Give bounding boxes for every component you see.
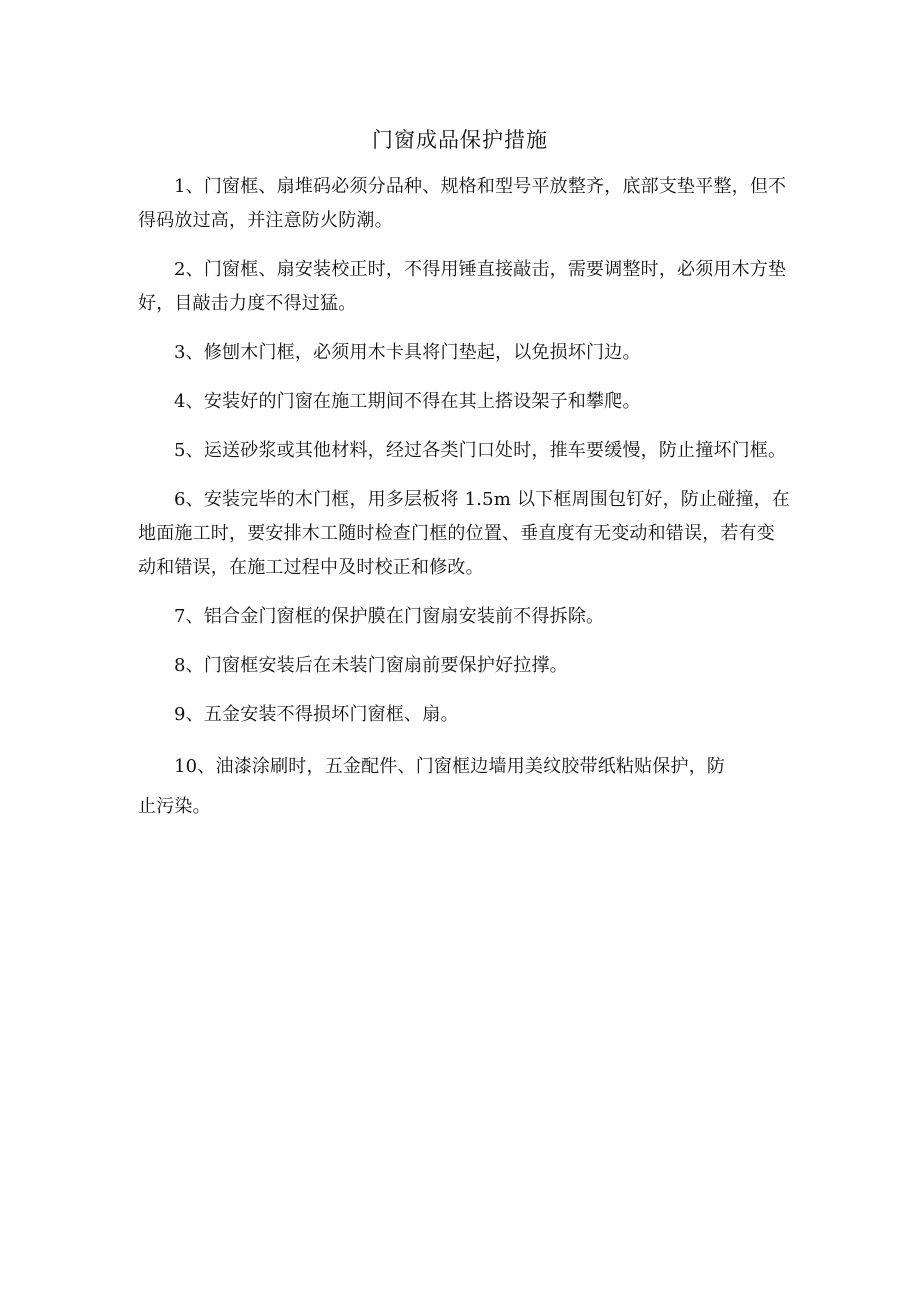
paragraph-9: 9、五金安装不得损坏门窗框、扇。	[174, 704, 459, 725]
paragraph-1: 1、门窗框、扇堆码必须分品种、规格和型号平放整齐，底部支垫平整，但不得码放过高，并注意防火防潮。	[138, 176, 787, 231]
paragraph-8: 8、门窗框安装后在未装门窗扇前要保护好拉撑。	[174, 655, 568, 676]
paragraph-7: 7、铝合金门窗框的保护膜在门窗扇安装前不得拆除。	[174, 606, 605, 627]
paragraph-6: 6、安装完毕的木门框，用多层板将 1.5m 以下框周围包钉好，防止碰撞，在地面施工时，要安排木工随时检查门框的位置、垂直度有无变动和错误，若有变动和错误，在施工过程中及时校正和修改。	[138, 489, 790, 578]
paragraph-4: 4、安装好的门窗在施工期间不得在其上搭设架子和攀爬。	[174, 391, 641, 412]
paragraph-3: 3、修刨木门框，必须用木卡具将门垫起，以免损坏门边。	[174, 342, 641, 363]
paragraph-10: 10、油漆涂刷时，五金配件、门窗框边墙用美纹胶带纸粘贴保护，防止污染。	[138, 756, 726, 817]
paragraph-5: 5、运送砂浆或其他材料，经过各类门口处时，推车要缓慢，防止撞坏门框。	[174, 440, 787, 461]
document-title: 门窗成品保护措施	[372, 128, 548, 152]
paragraph-2: 2、门窗框、扇安装校正时，不得用锤直接敲击，需要调整时，必须用木方垫好，目敲击力度不得过猛。	[138, 259, 787, 314]
document-body	[138, 170, 790, 842]
